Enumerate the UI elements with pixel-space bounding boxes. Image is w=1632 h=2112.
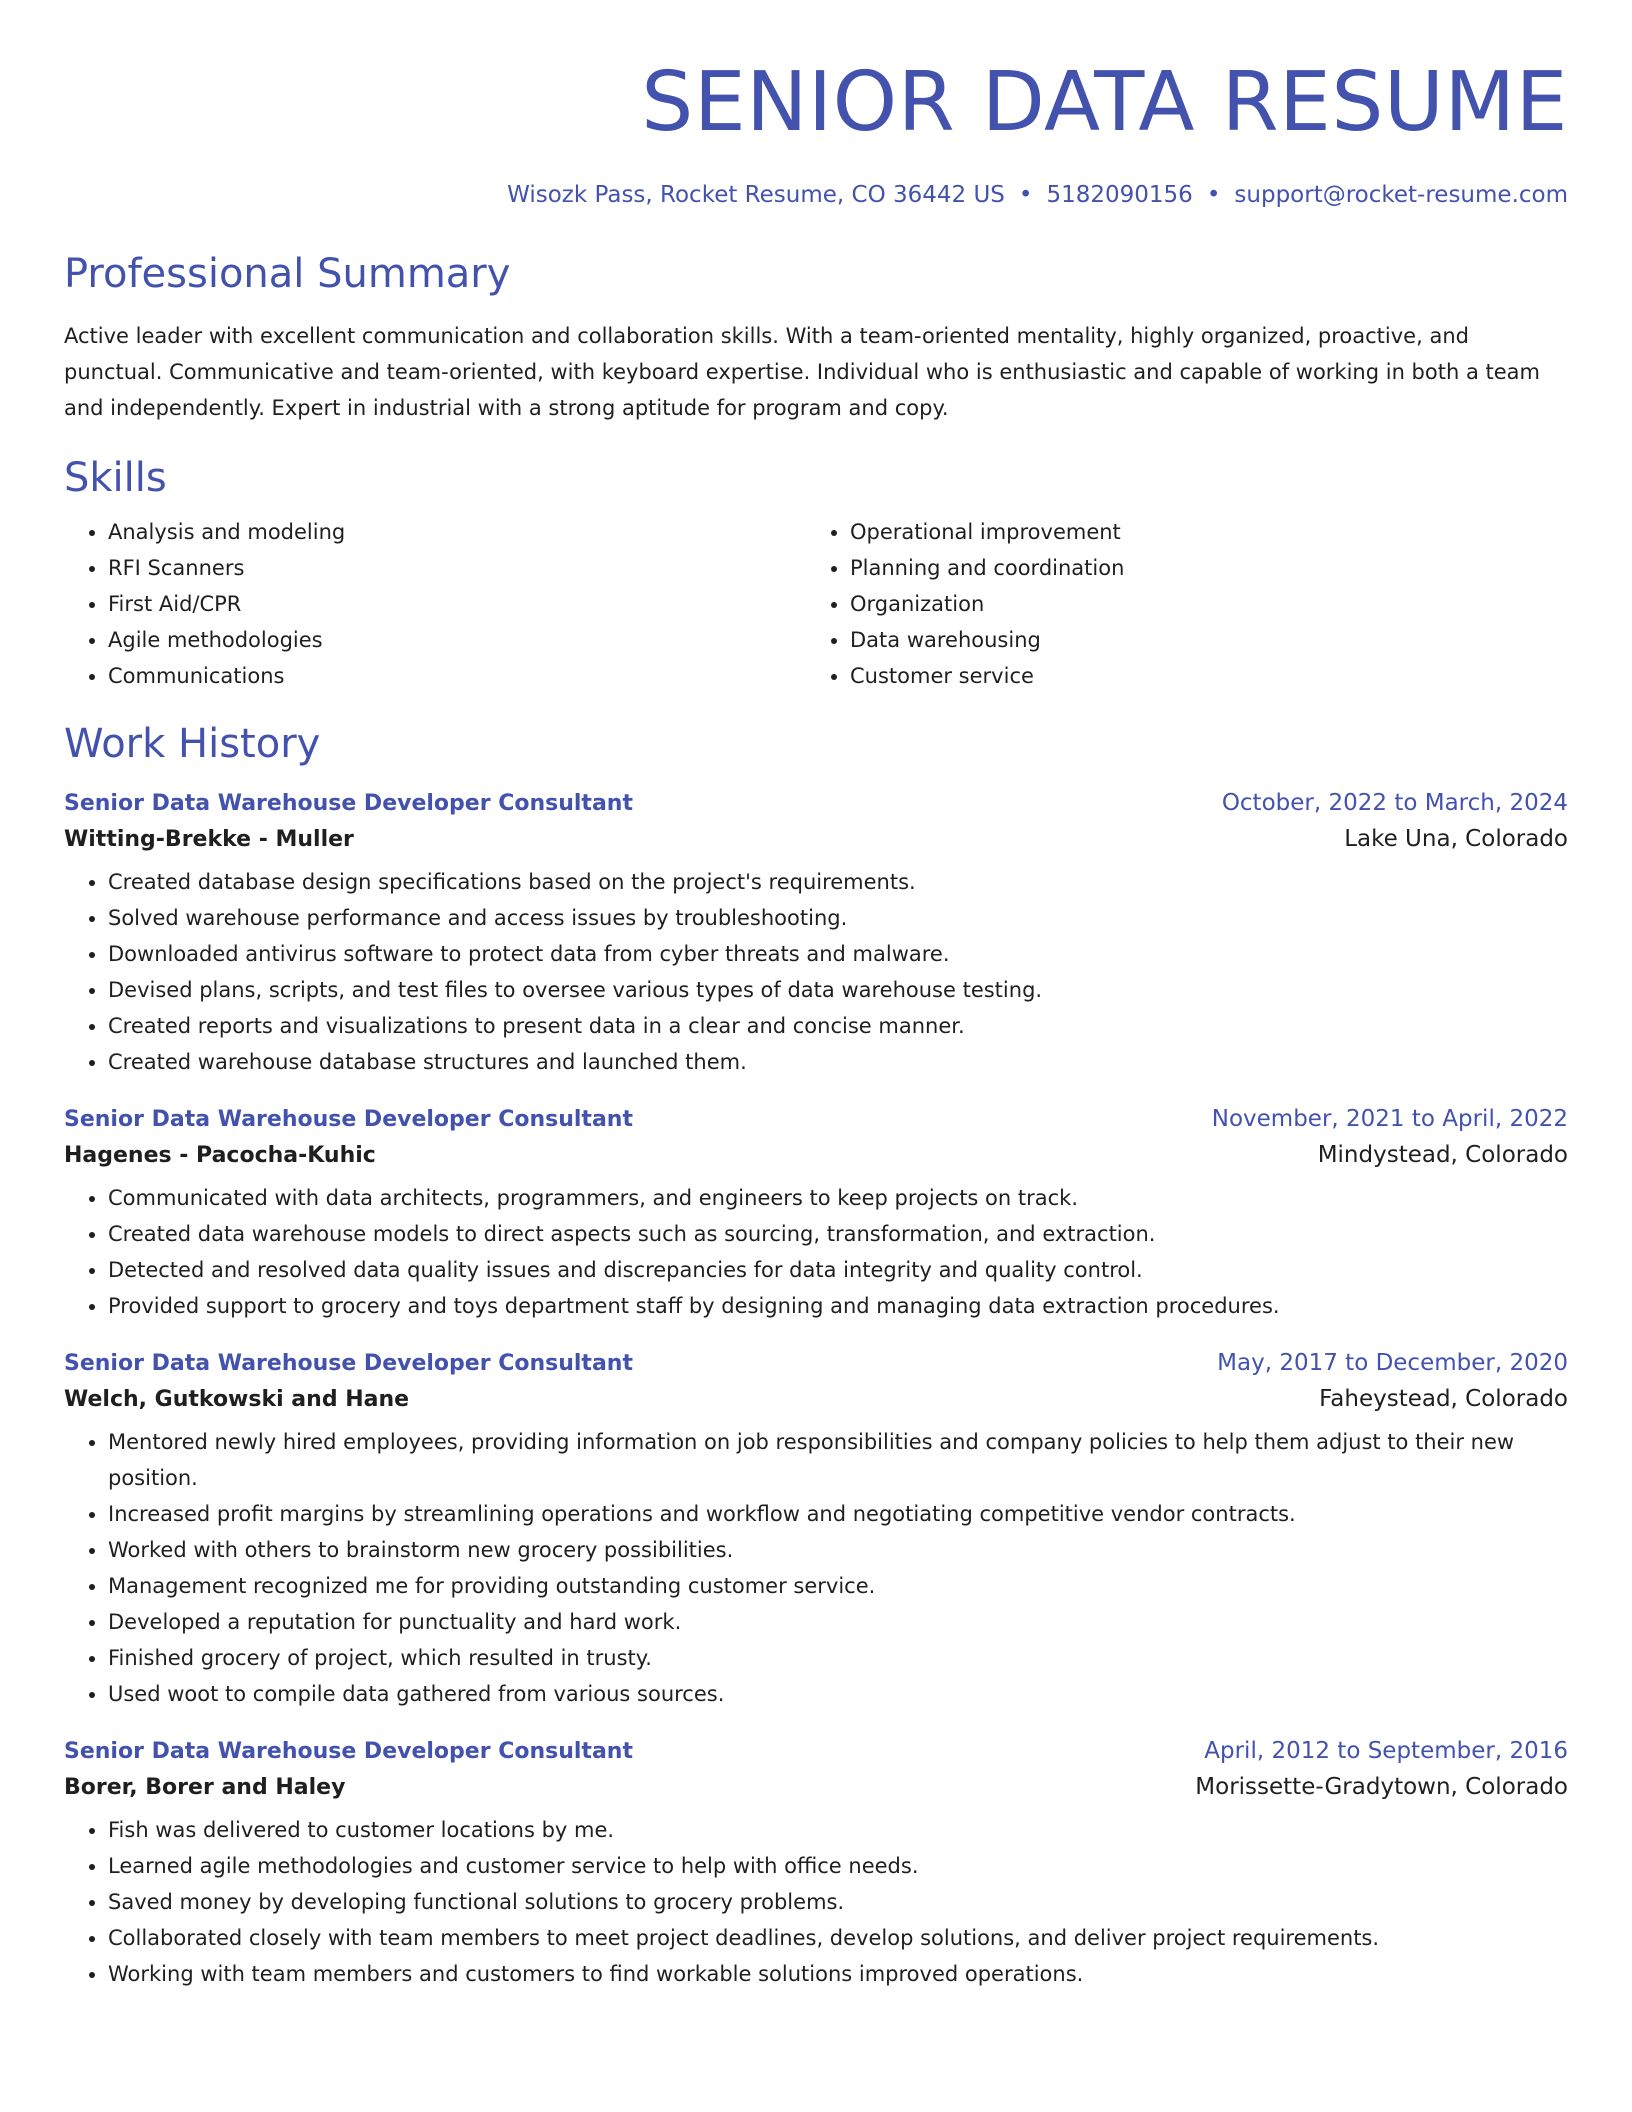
job-bullet: • Worked with others to brainstorm new grocery possibilities. [108,1532,1568,1568]
job-title-row [64,1106,1568,1132]
job-title-row [64,790,1568,816]
job-entry [64,790,1568,1080]
job-title: Senior Data Warehouse Developer Consultant [64,791,633,816]
job-bullet: • Saved money by developing functional solutions to grocery problems. [108,1884,1568,1920]
job-bullets [64,864,1568,1080]
job-title: Senior Data Warehouse Developer Consultant [64,1351,633,1376]
skills-column-left [64,514,806,694]
skill-item: • Operational improvement [850,514,1548,550]
job-bullet: • Created warehouse database structures and launched them. [108,1044,1568,1080]
job-bullet: • Finished grocery of project, which resulted in trusty. [108,1640,1568,1676]
contact-separator: • [1018,182,1033,208]
contact-email[interactable]: support@rocket-resume.com [1234,182,1568,208]
skill-item: • Planning and coordination [850,550,1548,586]
job-bullet: • Created data warehouse models to direct aspects such as sourcing, transformation, and extraction. [108,1216,1568,1252]
job-bullet: • Developed a reputation for punctuality and hard work. [108,1604,1568,1640]
skills-heading: Skills [64,455,167,501]
job-location: Morissette-Gradytown, Colorado [1195,1774,1568,1800]
skills-list [64,514,1568,694]
resume-name: SENIOR DATA RESUME [641,55,1568,150]
job-bullet: • Created database design specifications based on the project's requirements. [108,864,1568,900]
job-employer: Hagenes - Pacocha-Kuhic [64,1143,376,1168]
summary-heading: Professional Summary [64,251,511,297]
job-location: Faheystead, Colorado [1319,1386,1568,1412]
job-bullet: • Collaborated closely with team members to meet project deadlines, develop solutions, and deliver project requirements. [108,1920,1568,1956]
skill-item: • First Aid/CPR [108,586,806,622]
contact-address: Wisozk Pass, Rocket Resume, CO 36442 US [507,182,1005,208]
skill-item: • Customer service [850,658,1548,694]
contact-phone[interactable]: 5182090156 [1046,182,1193,208]
job-bullet: • Created reports and visualizations to present data in a clear and concise manner. [108,1008,1568,1044]
summary-text: Active leader with excellent communication and collaboration skills. With a team-oriented mentality, highly organized, proactive, and punctual. Communicative and team-oriented, with keyboard expertise. Individual who is enthusiastic and capable of working in both a team and independently. Expert in industrial with a strong aptitude for program and copy. [64,324,1540,420]
job-employer-row [64,1142,1568,1168]
job-bullet: • Fish was delivered to customer locations by me. [108,1812,1568,1848]
skill-item: • Communications [108,658,806,694]
resume-page [64,0,1568,1992]
job-bullet: • Management recognized me for providing outstanding customer service. [108,1568,1568,1604]
job-bullet: • Solved warehouse performance and access issues by troubleshooting. [108,900,1568,936]
job-bullet: • Detected and resolved data quality issues and discrepancies for data integrity and quality control. [108,1252,1568,1288]
job-bullet: • Learned agile methodologies and customer service to help with office needs. [108,1848,1568,1884]
job-entry [64,1350,1568,1712]
job-title: Senior Data Warehouse Developer Consultant [64,1107,633,1132]
job-bullet: • Communicated with data architects, programmers, and engineers to keep projects on track. [108,1180,1568,1216]
job-dates: October, 2022 to March, 2024 [1221,790,1568,816]
skill-item: • Data warehousing [850,622,1548,658]
job-title: Senior Data Warehouse Developer Consultant [64,1739,633,1764]
job-employer: Welch, Gutkowski and Hane [64,1387,410,1412]
skill-item: • Agile methodologies [108,622,806,658]
job-bullet: • Increased profit margins by streamlining operations and workflow and negotiating competitive vendor contracts. [108,1496,1568,1532]
job-title-row [64,1350,1568,1376]
job-employer-row [64,1774,1568,1800]
contact-line [64,182,1568,208]
job-title-row [64,1738,1568,1764]
job-entry [64,1106,1568,1324]
skills-column-right [806,514,1548,694]
skill-item: • RFI Scanners [108,550,806,586]
job-bullet: • Mentored newly hired employees, providing information on job responsibilities and company policies to help them adjust to their new position. [108,1424,1568,1496]
job-dates: April, 2012 to September, 2016 [1204,1738,1568,1764]
job-location: Lake Una, Colorado [1344,826,1568,852]
job-bullets [64,1812,1568,1992]
job-dates: November, 2021 to April, 2022 [1211,1106,1568,1132]
job-bullet: • Devised plans, scripts, and test files to oversee various types of data warehouse testing. [108,972,1568,1008]
job-employer-row [64,826,1568,852]
job-bullet: • Working with team members and customers to find workable solutions improved operations. [108,1956,1568,1992]
job-bullets [64,1180,1568,1324]
job-bullet: • Provided support to grocery and toys department staff by designing and managing data extraction procedures. [108,1288,1568,1324]
skill-item: • Analysis and modeling [108,514,806,550]
job-bullets [64,1424,1568,1712]
job-location: Mindystead, Colorado [1317,1142,1568,1168]
job-entry [64,1738,1568,1992]
contact-separator: • [1206,182,1221,208]
work-history-heading: Work History [64,721,321,767]
skill-item: • Organization [850,586,1548,622]
job-employer-row [64,1386,1568,1412]
job-bullet: • Downloaded antivirus software to protect data from cyber threats and malware. [108,936,1568,972]
job-employer: Borer, Borer and Haley [64,1775,346,1800]
job-bullet: • Used woot to compile data gathered from various sources. [108,1676,1568,1712]
job-dates: May, 2017 to December, 2020 [1217,1350,1568,1376]
job-employer: Witting-Brekke - Muller [64,827,354,852]
